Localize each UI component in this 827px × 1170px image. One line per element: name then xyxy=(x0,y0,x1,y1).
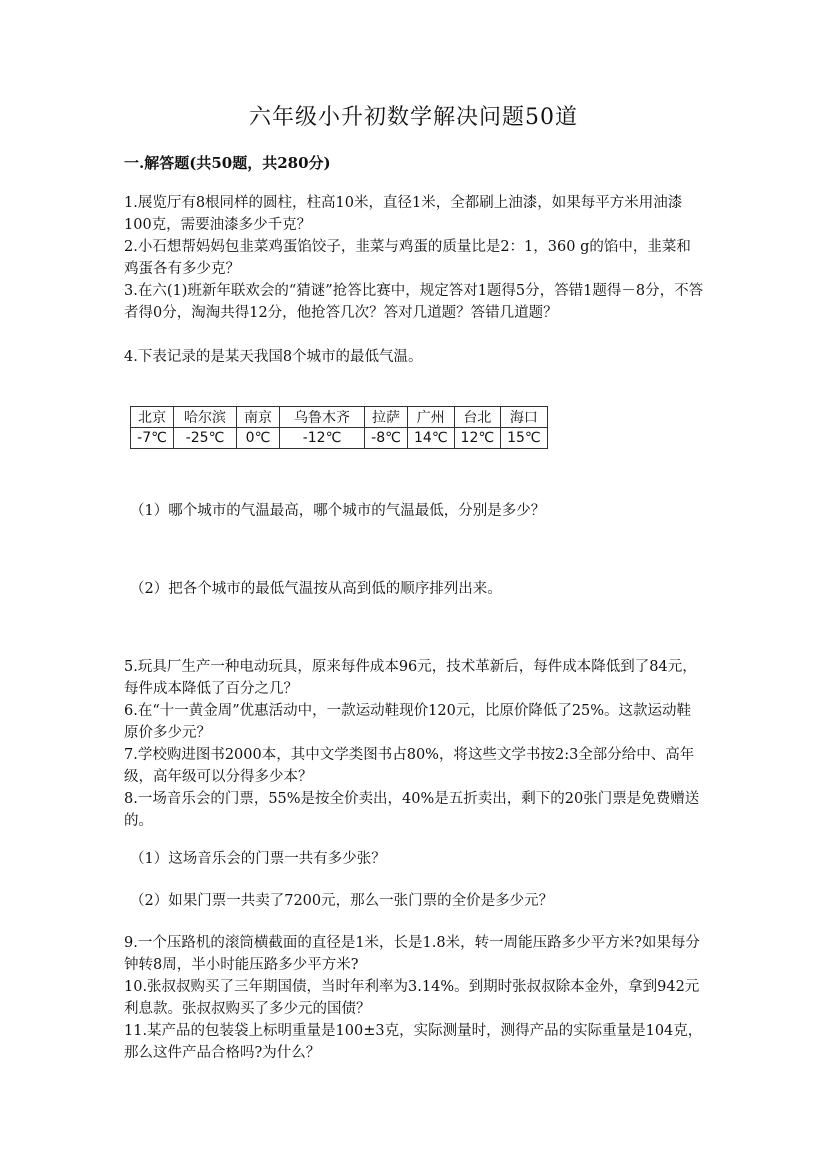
question-10: 10.张叔叔购买了三年期国债，当时年利率为3.14%。到期时张叔叔除本金外，拿到942元利息款。张叔叔购买了多少元的国债？ xyxy=(124,979,700,1017)
question-5: 5.玩具厂生产一种电动玩具，原来每件成本96元，技术革新后，每件成本降低到了84元，每件成本降低了百分之几？ xyxy=(124,659,697,697)
table-cell: 15℃ xyxy=(501,428,548,449)
table-cell: 哈尔滨 xyxy=(174,407,237,428)
question-6: 6.在“十一黄金周”优惠活动中，一款运动鞋现价120元，比原价降低了25%。这款运动鞋原价多少元？ xyxy=(124,703,692,741)
table-cell: 北京 xyxy=(131,407,174,428)
question-4-part-2: （2）把各个城市的最低气温按从高到低的顺序排列出来。 xyxy=(130,581,502,597)
table-cell: 0℃ xyxy=(237,428,280,449)
section-heading: 一.解答题(共50题，共280分) xyxy=(124,154,331,172)
question-8: 8.一场音乐会的门票，55%是按全价卖出，40%是五折卖出，剩下的20张门票是免费赠送的。 xyxy=(124,791,700,829)
question-8-part-1: （1）这场音乐会的门票一共有多少张？ xyxy=(130,851,386,867)
temperature-table xyxy=(130,406,548,449)
table-row-cities xyxy=(131,407,548,428)
question-11: 11.某产品的包装袋上标明重量是100±3克，实际测量时，测得产品的实际重量是104克，那么这件产品合格吗?为什么？ xyxy=(124,1023,703,1061)
table-cell: 12℃ xyxy=(454,428,501,449)
question-3: 3.在六(1)班新年联欢会的“猜谜”抢答比赛中，规定答对1题得5分，答错1题得－8分，不答者得0分，淘淘共得12分，他抢答几次？答对几道题？答错几道题？ xyxy=(124,283,704,321)
table-row-temps xyxy=(131,428,548,449)
table-cell: -7℃ xyxy=(131,428,174,449)
question-2: 2.小石想帮妈妈包韭菜鸡蛋馅饺子，韭菜与鸡蛋的质量比是2：1，360 g的馅中，韭菜和鸡蛋各有多少克？ xyxy=(124,239,691,277)
table-cell: 广州 xyxy=(408,407,455,428)
table-cell: 乌鲁木齐 xyxy=(280,407,365,428)
page-title: 六年级小升初数学解决问题50道 xyxy=(249,105,578,130)
table-cell: -8℃ xyxy=(365,428,408,449)
table-cell: 南京 xyxy=(237,407,280,428)
question-9: 9.一个压路机的滚筒横截面的直径是1米，长是1.8米，转一周能压路多少平方米?如果每分钟转8周，半小时能压路多少平方米? xyxy=(124,935,700,973)
question-4: 4.下表记录的是某天我国8个城市的最低气温。 xyxy=(124,349,423,365)
question-8-part-2: （2）如果门票一共卖了7200元，那么一张门票的全价是多少元？ xyxy=(130,893,554,909)
table-cell: -12℃ xyxy=(280,428,365,449)
table-cell: 拉萨 xyxy=(365,407,408,428)
table-cell: 台北 xyxy=(454,407,501,428)
question-1: 1.展览厅有8根同样的圆柱，柱高10米，直径1米，全都刷上油漆，如果每平方米用油漆100克，需要油漆多少千克？ xyxy=(124,195,683,233)
table-cell: 海口 xyxy=(501,407,548,428)
question-7: 7.学校购进图书2000本，其中文学类图书占80%，将这些文学书按2:3全部分给中、高年级，高年级可以分得多少本？ xyxy=(124,747,695,785)
table-cell: 14℃ xyxy=(408,428,455,449)
table-cell: -25℃ xyxy=(174,428,237,449)
question-4-part-1: （1）哪个城市的气温最高，哪个城市的气温最低，分别是多少？ xyxy=(130,503,546,519)
